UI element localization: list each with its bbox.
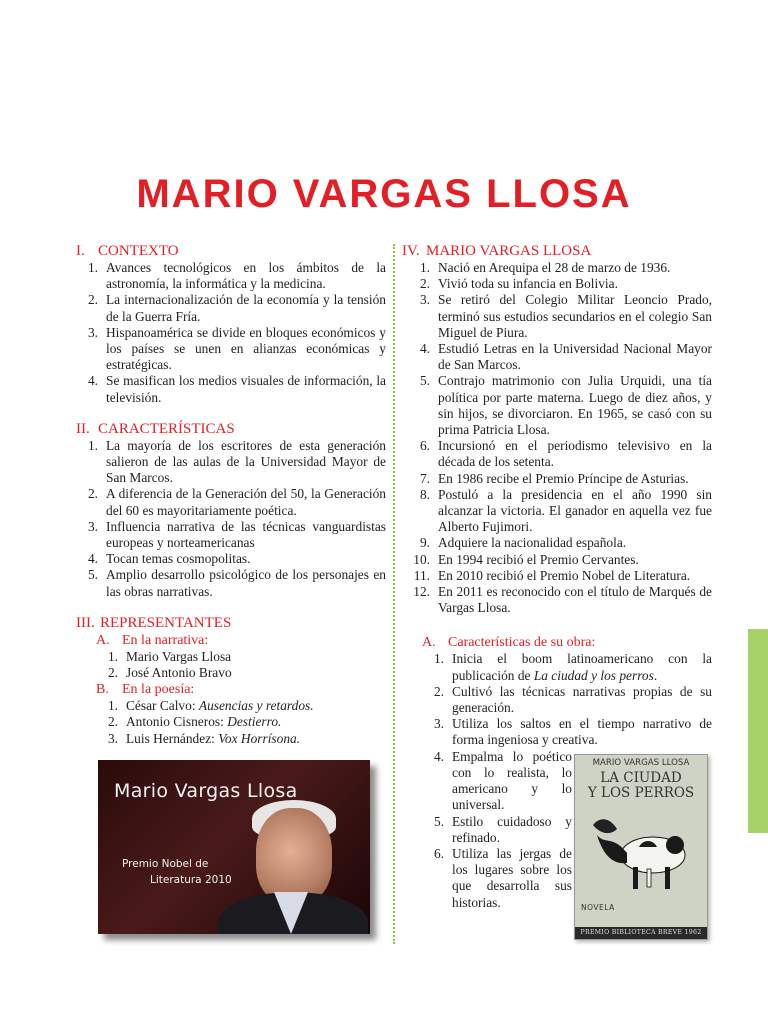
list-item: 4. Se masifican los medios visuales de información, la televisión. <box>87 373 386 405</box>
list-item: 2. Cultivó las técnicas narrativas propias de su generación. <box>433 683 712 716</box>
biografia-list <box>402 260 712 616</box>
list-item: 9. Adquiere la nacionalidad española. <box>419 535 627 551</box>
subsection-narrativa-heading: A. En la narrativa: <box>96 632 209 648</box>
subsection-obra-heading: A. Características de su obra: <box>422 635 596 651</box>
narrativa-list <box>96 649 386 681</box>
list-item: 11. En 2010 recibió el Premio Nobel de Literatura. <box>413 567 691 583</box>
list-item: 1. Avances tecnológicos en los ámbitos de la astronomía, la informática y la medicina. <box>87 260 386 292</box>
green-side-tab <box>748 629 768 833</box>
section-caracteristicas-heading: II. CARACTERÍSTICAS <box>76 420 235 437</box>
column-divider <box>393 244 395 944</box>
subsection-poesia-heading: B. En la poesía: <box>96 682 195 698</box>
dog-illustration-icon <box>583 805 701 897</box>
caracteristicas-list <box>76 438 386 600</box>
list-item: 1. La mayoría de los escritores de esta generación salieron de las aulas de la Universidad Mayor de San Marcos. <box>87 437 386 486</box>
poesia-list <box>96 698 386 747</box>
list-item: 3. Hispanoamérica se divide en bloques económicos y los países se unen en alianzas económicas y estratégicas. <box>87 324 386 373</box>
list-item: 5. Contrajo matrimonio con Julia Urquidi, una tía política por parte materna. Luego de diez años, y sin hijos, se divorciaron. En 1965, se casó con su prima Patricia Llosa. <box>419 373 712 438</box>
section-contexto-heading: I. CONTEXTO <box>76 243 179 259</box>
page-title: MARIO VARGAS LLOSA <box>136 172 632 216</box>
list-item: 4. Estudió Letras en la Universidad Nacional Mayor de San Marcos. <box>419 341 712 373</box>
book-title: LA CIUDAD Y LOS PERROS <box>587 770 695 801</box>
photo-face <box>256 808 332 904</box>
list-item: 2. José Antonio Bravo <box>107 665 232 681</box>
list-item: 3. Utiliza los saltos en el tiempo narrativo de forma ingeniosa y creativa. <box>433 716 712 748</box>
list-item: 6. Incursionó en el periodismo televisivo en la década de los setenta. <box>419 438 712 470</box>
list-item: 3. Influencia narrativa de las técnicas vanguardistas europeas y norteamericanas <box>87 518 386 551</box>
list-item: 2. Antonio Cisneros: Destierro. <box>107 714 282 730</box>
list-item: 1. Inicia el boom latinoamericano con la publicación de La ciudad y los perros. <box>433 651 712 683</box>
obra-list <box>422 651 712 748</box>
list-item: 6. Utiliza las jergas de los lugares sobre los que desarrolla sus historias. <box>433 845 572 910</box>
section-representantes-heading: III. REPRESENTANTES <box>76 614 232 631</box>
list-item: 2. A diferencia de la Generación del 50, la Generación del 60 es mayoritariamente poética. <box>87 486 386 518</box>
left-column <box>76 242 386 747</box>
book-genre: NOVELA <box>581 903 615 912</box>
list-item: 2. La internacionalización de la economía y la tensión de la Guerra Fría. <box>87 292 386 324</box>
contexto-list <box>76 260 386 406</box>
list-item: 8. Postuló a la presidencia en el año 1990 sin alcanzar la victoria. El ganador en aquella vez fue Alberto Fujimori. <box>419 486 712 535</box>
list-item: 12. En 2011 es reconocido con el título de Marqués de Vargas Llosa. <box>413 584 712 616</box>
obra-list-wrapped <box>422 749 572 911</box>
list-item: 5. Estilo cuidadoso y refinado. <box>433 813 572 845</box>
list-item: 3. Se retiró del Colegio Militar Leoncio Prado, terminó sus estudios secundarios en el colegio San Miguel de Piura. <box>419 292 712 340</box>
book-author: MARIO VARGAS LLOSA <box>592 758 690 768</box>
list-item: 1. Mario Vargas Llosa <box>107 648 232 664</box>
book-cover <box>574 754 708 940</box>
list-item: 2. Vivió toda su infancia en Bolivia. <box>419 276 618 292</box>
list-item: 5. Amplio desarrollo psicológico de los personajes en las obras narrativas. <box>87 567 386 599</box>
list-item: 1. Nació en Arequipa el 28 de marzo de 1936. <box>419 260 671 275</box>
photo-title: Mario Vargas Llosa <box>114 780 298 802</box>
author-photo <box>98 760 370 934</box>
list-item: 1. César Calvo: Ausencias y retardos. <box>107 698 314 714</box>
list-item: 7. En 1986 recibe el Premio Príncipe de Asturias. <box>419 470 689 486</box>
photo-caption-line2: Literatura 2010 <box>150 874 232 886</box>
representantes-block <box>76 632 386 747</box>
list-item: 4. Empalma lo poético con lo realista, lo americano y lo universal. <box>433 748 572 813</box>
section-biografia-heading: IV. MARIO VARGAS LLOSA <box>402 243 592 259</box>
book-footer: PREMIO BIBLIOTECA BREVE 1962 <box>575 927 707 939</box>
list-item: 4. Tocan temas cosmopolitas. <box>87 551 251 567</box>
list-item: 10. En 1994 recibió el Premio Cervantes. <box>413 551 639 567</box>
list-item: 3. Luis Hernández: Vox Horrísona. <box>107 730 301 746</box>
photo-caption-line1: Premio Nobel de <box>122 858 209 870</box>
